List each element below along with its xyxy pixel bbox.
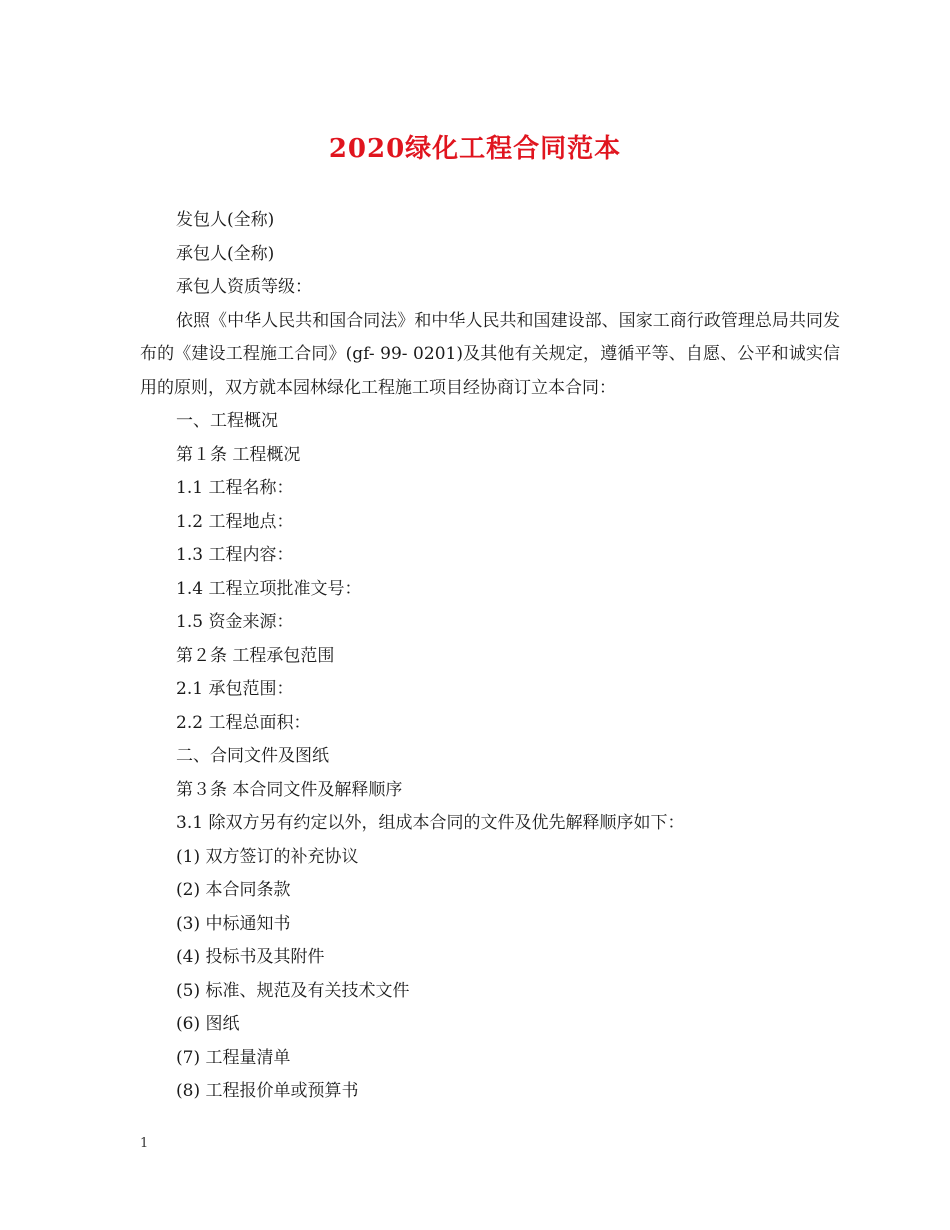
paragraph: 依照《中华人民共和国合同法》和中华人民共和国建设部、国家工商行政管理总局共同发布的《建设工程施工合同》(gf- 99- 0201)及其他有关规定，遵循平等、自愿、公平和诚实信用的原则，双方就本园林绿化工程施工项目经协商订立本合同： <box>140 310 840 398</box>
document-body <box>140 204 840 1109</box>
paragraph: 发包人(全称) <box>176 210 275 230</box>
paragraph: 承包人资质等级： <box>176 277 312 297</box>
page-number: 1 <box>140 1136 149 1151</box>
paragraph: 3.1 除双方另有约定以外，组成本合同的文件及优先解释顺序如下： <box>176 813 685 833</box>
paragraph: 1.3 工程内容： <box>176 545 294 565</box>
paragraph: (6) 图纸 <box>176 1014 240 1034</box>
paragraph: 一、工程概况 <box>176 411 278 431</box>
paragraph: (8) 工程报价单或预算书 <box>176 1081 359 1101</box>
paragraph: (4) 投标书及其附件 <box>176 947 325 967</box>
paragraph: (3) 中标通知书 <box>176 913 291 934</box>
paragraph: 2.1 承包范围： <box>176 679 294 699</box>
paragraph: (1) 双方签订的补充协议 <box>176 846 359 867</box>
paragraph: (7) 工程量清单 <box>176 1047 291 1068</box>
document-title: 2020绿化工程合同范本 <box>328 134 622 164</box>
paragraph: 1.4 工程立项批准文号： <box>176 578 362 599</box>
paragraph: 二、合同文件及图纸 <box>176 746 329 766</box>
paragraph: 第２条 工程承包范围 <box>176 645 335 666</box>
paragraph: 1.2 工程地点： <box>176 511 294 532</box>
paragraph: 第３条 本合同文件及解释顺序 <box>176 779 403 800</box>
paragraph: 第１条 工程概况 <box>176 444 301 465</box>
paragraph: 1.5 资金来源： <box>176 612 294 632</box>
paragraph: (5) 标准、规范及有关技术文件 <box>176 980 410 1001</box>
paragraph: 2.2 工程总面积： <box>176 712 311 733</box>
paragraph: (2) 本合同条款 <box>176 880 291 900</box>
paragraph: 承包人(全称) <box>176 243 275 264</box>
paragraph: 1.1 工程名称： <box>176 478 294 498</box>
